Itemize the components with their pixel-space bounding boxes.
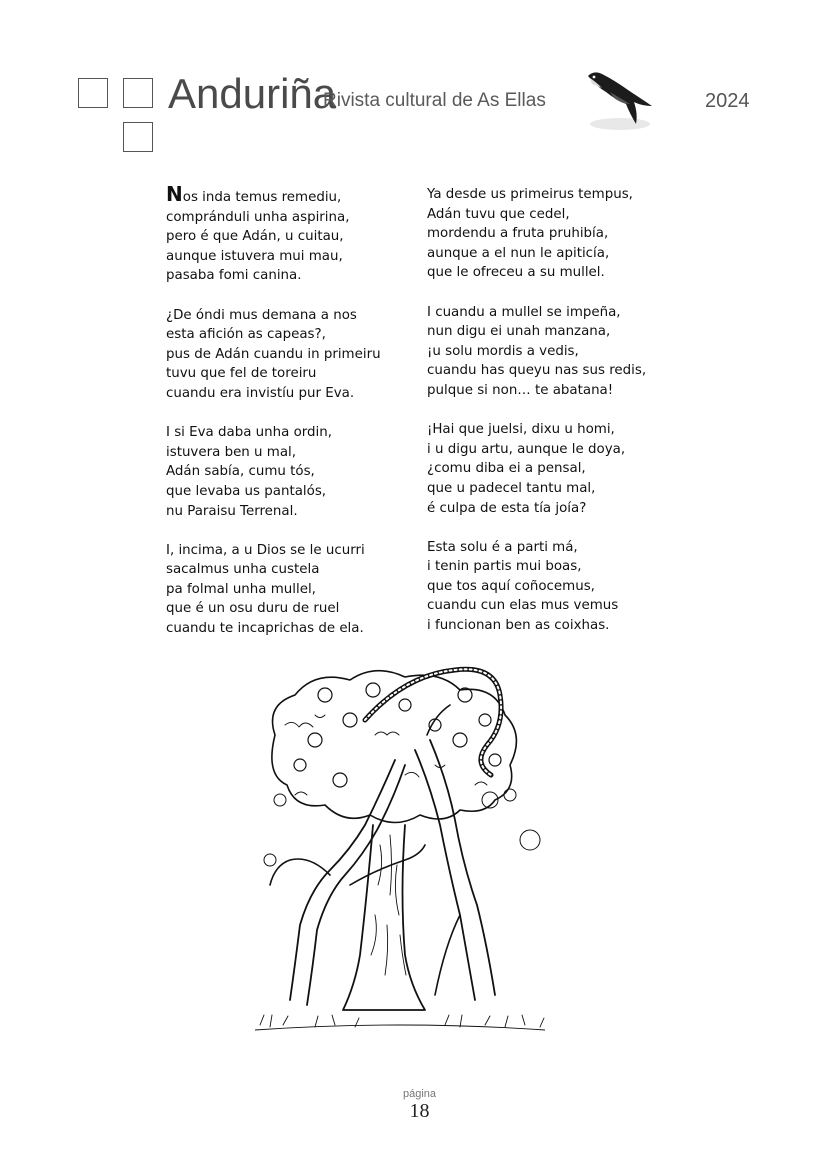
poem-line: que é un osu duru de ruel [166,601,340,617]
poem-dropcap: N [166,182,183,206]
poem-stanza [427,420,667,518]
magazine-subtitle: Rivista cultural de As Ellas [323,90,546,111]
poem-line: nun digu ei unah manzana, [427,324,611,340]
swallow-bird-logo [580,64,658,134]
poem-line: nu Paraisu Terrenal. [166,503,298,519]
poem-line: I cuandu a mullel se impeña, [427,304,621,320]
header-square-3 [123,122,153,152]
poem-line: Adán tuvu que cedel, [427,206,570,222]
poem-stanza [166,182,396,286]
poem-stanza [166,306,396,404]
poem-line: Adán sabía, cumu tós, [166,464,315,480]
poem-line: sacalmus unha custela [166,562,320,578]
poem-stanza [427,303,667,401]
poem-line: pasaba fomi canina. [166,268,302,284]
poem-stanza [427,538,667,636]
page-number: 18 [409,1100,430,1122]
poem-line: cuandu era invistíu pur Eva. [166,385,355,401]
poem-line: que tos aquí coñocemus, [427,578,595,594]
poem-line: I, incima, a u Dios se le ucurri [166,542,365,558]
poem-line [166,182,396,208]
issue-year: 2024 [705,90,750,112]
poem-stanza [166,541,396,639]
poem-line: pulque si non… te abatana! [427,382,614,398]
page-label: página [402,1088,437,1100]
poem-line: i funcionan ben as coixhas. [427,618,610,634]
poem-line: é culpa de esta tía joía? [427,500,587,516]
poem-line: mordendu a fruta pruhibía, [427,226,609,242]
magazine-title: Anduriña [168,70,337,117]
poem-line: pero é que Adán, u cuitau, [166,229,344,245]
poem-line: pus de Adán cuandu in primeiru [166,346,381,362]
poem-line: aunque istuvera mui mau, [166,248,343,264]
poem-line-text: os inda temus remediu, [182,190,342,205]
poem-line: compránduli unha aspirina, [166,209,350,225]
poem-line: istuvera ben u mal, [166,444,297,460]
poem-line: aunque a el nun le apiticía, [427,245,610,261]
poem-stanza [166,423,396,521]
poem-line: ¡u solu mordis a vedis, [427,343,579,359]
poem-line: tuvu que fel de toreiru [166,366,317,382]
poem-line: pa folmal unha mullel, [166,581,316,597]
poem-line: cuandu te incaprichas de ela. [166,621,364,637]
poem-line: i tenin partis mui boas, [427,559,582,575]
poem-line: Esta solu é a parti má, [427,539,578,555]
poem-line: I si Eva daba unha ordin, [166,425,333,441]
adam-eve-tree-illustration [255,665,545,1050]
poem-line: cuandu has queyu nas sus redis, [427,363,647,379]
poem-line: que le ofreceu a su mullel. [427,265,605,281]
poem-stanza [427,185,667,283]
poem-line: ¿comu diba ei a pensal, [427,461,586,477]
poem-line: que levaba us pantalós, [166,483,327,499]
poem-line: ¡Hai que juelsi, dixu u homi, [427,422,615,438]
poem-line: ¿De óndi mus demana a nos [166,307,357,323]
poem-column-left [166,182,396,658]
poem-line: i u digu artu, aunque le doya, [427,441,626,457]
header-square-1 [78,78,108,108]
poem-line: esta afición as capeas?, [166,327,326,343]
poem-column-right [427,185,667,655]
poem-line: Ya desde us primeirus tempus, [427,187,633,202]
header-square-2 [123,78,153,108]
poem-line: que u padecel tantu mal, [427,480,596,496]
poem-line: cuandu cun elas mus vemus [427,598,619,614]
